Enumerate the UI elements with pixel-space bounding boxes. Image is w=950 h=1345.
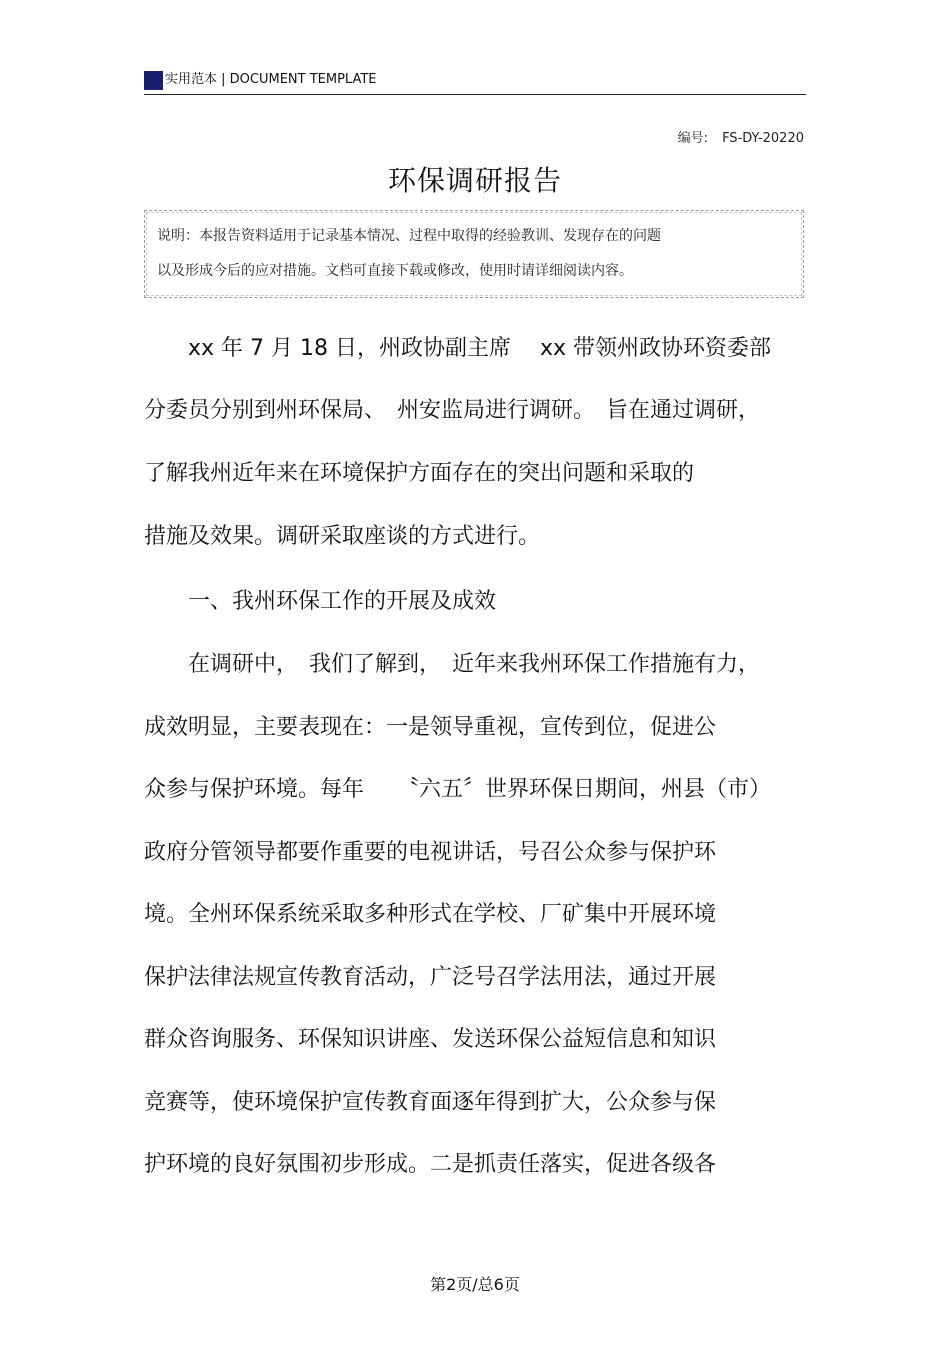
page-footer: 第2页/总6页 — [430, 1275, 520, 1294]
body-line: 护环境的良好氛围初步形成。二是抓责任落实，促进各级各 — [144, 1152, 717, 1177]
body-line: 了解我州近年来在环境保护方面存在的突出问题和采取的 — [144, 461, 695, 486]
notice-box — [144, 210, 804, 298]
body-line: 众参与保护环境。每年 〝六五〞世界环保日期间，州县（市） — [144, 777, 772, 802]
body-line: 保护法律法规宣传教育活动，广泛号召学法用法，通过开展 — [144, 965, 717, 990]
body-line: 在调研中， 我们了解到， 近年来我州环保工作措施有力， — [144, 652, 761, 677]
body-line: 群众咨询服务、环保知识讲座、发送环保公益短信息和知识 — [144, 1027, 717, 1052]
document-number-label: 编号: — [677, 131, 709, 146]
document-number — [678, 127, 804, 146]
body-line: 措施及效果。调研采取座谈的方式进行。 — [144, 524, 541, 549]
notice-line-1: 说明：本报告资料适用于记录基本情况、过程中取得的经验教训、发现存在的问题 — [157, 228, 661, 244]
body-line: 竞赛等，使环境保护宣传教育面逐年得到扩大，公众参与保 — [144, 1090, 717, 1115]
body-line: 境。全州环保系统采取多种形式在学校、厂矿集中开展环境 — [144, 902, 717, 927]
body-line: 政府分管领导都要作重要的电视讲话，号召公众参与保护环 — [144, 840, 717, 865]
header-label: 实用范本 | DOCUMENT TEMPLATE — [165, 72, 377, 87]
section-heading: 一、我州环保工作的开展及成效 — [144, 589, 497, 614]
document-number-value: FS-DY-20220 — [722, 131, 804, 146]
notice-line-2: 以及形成今后的应对措施。文档可直接下载或修改，使用时请详细阅读内容。 — [157, 263, 633, 279]
body-line: xx 年 7 月 18 日，州政协副主席 xx 带领州政协环资委部 — [144, 336, 772, 361]
page-title: 环保调研报告 — [387, 164, 562, 197]
document-header — [144, 70, 806, 95]
body-line: 成效明显，主要表现在：一是领导重视，宣传到位，促进公 — [144, 715, 717, 740]
body-line: 分委员分别到州环保局、 州安监局进行调研。 旨在通过调研， — [144, 398, 761, 423]
header-logo-square — [144, 71, 163, 90]
